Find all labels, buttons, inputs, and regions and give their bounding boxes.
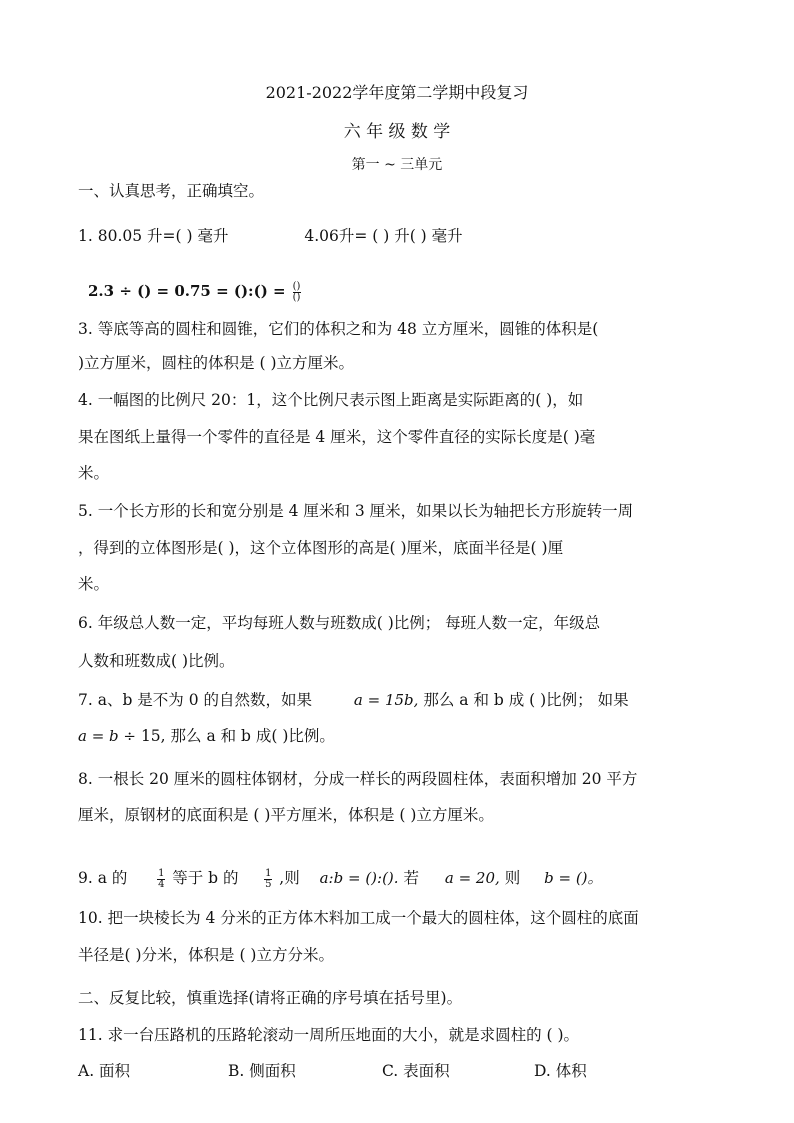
question-9-part-c: ,则	[279, 869, 300, 887]
question-8-line-1: 8. 一根长 20 厘米的圆柱体钢材，分成一样长的两段圆柱体，表面积增加 20 平方	[78, 770, 638, 788]
question-2-fraction	[293, 282, 301, 303]
question-9-equation-b: b = ()。	[544, 869, 603, 887]
question-7-line-1	[78, 690, 629, 710]
question-2-numerator: ()	[292, 280, 301, 292]
question-9-part-b: 等于 b 的	[172, 869, 239, 887]
question-4-line-3: 米。	[78, 464, 110, 482]
question-10-line-2: 半径是( )分米，体积是 ( )立方分米。	[78, 946, 334, 964]
question-7-equation-1: a = 15b,	[353, 691, 419, 709]
question-5-line-2: ，得到的立体图形是( )，这个立体图形的高是( )厘米，底面半径是( )厘	[78, 539, 564, 557]
option-a: A. 面积	[78, 1062, 131, 1080]
units-subtitle: 第一 ~ 三单元	[351, 157, 443, 173]
question-3-line-2: )立方厘米，圆柱的体积是 ( )立方厘米。	[78, 354, 354, 372]
question-10-line-1: 10. 把一块棱长为 4 分米的正方体木料加工成一个最大的圆柱体，这个圆柱的底面	[78, 909, 639, 927]
question-3-line-1: 3. 等底等高的圆柱和圆锥，它们的体积之和为 48 立方厘米，圆锥的体积是(	[78, 320, 599, 338]
question-1	[78, 226, 463, 246]
question-8-line-2: 厘米，原钢材的底面积是 ( )平方厘米，体积是 ( )立方厘米。	[78, 806, 494, 824]
section2-heading: 二、反复比较，慎重选择(请将正确的序号填在括号里)。	[78, 989, 463, 1007]
question-9-part-a: 9. a 的	[78, 869, 128, 887]
question-11: 11. 求一台压路机的压路轮滚动一周所压地面的大小，就是求圆柱的 ( )。	[78, 1026, 580, 1044]
question-9-part-d: 若	[403, 869, 419, 887]
question-4-line-2: 果在图纸上量得一个零件的直径是 4 厘米，这个零件直径的实际长度是( )毫	[78, 428, 596, 446]
question-9	[78, 864, 603, 892]
question-1b: 4.06升= ( ) 升( ) 毫升	[304, 227, 463, 245]
question-9-fraction-1-denominator: 4	[158, 878, 165, 890]
question-7-clause-2: 15, 那么 a 和 b 成( )比例。	[140, 727, 335, 745]
question-5-line-1: 5. 一个长方形的长和宽分别是 4 厘米和 3 厘米，如果以长为轴把长方形旋转一周	[78, 502, 634, 520]
question-6-line-2: 人数和班数成( )比例。	[78, 652, 235, 670]
question-5-line-3: 米。	[78, 575, 110, 593]
question-9-fraction-2	[264, 869, 272, 890]
question-2	[88, 281, 303, 303]
question-9-ratio: a:b = ():().	[319, 869, 399, 887]
section1-heading: 一、认真思考，正确填空。	[78, 182, 265, 200]
question-7-equation-2: a = b ÷	[78, 727, 136, 745]
question-9-fraction-1-numerator: 1	[158, 867, 165, 879]
option-b: B. 侧面积	[228, 1062, 296, 1080]
question-9-fraction-2-numerator: 1	[265, 867, 272, 879]
question-1a: 1. 80.05 升=( ) 毫升	[78, 227, 229, 245]
question-7-line-2	[78, 726, 335, 746]
option-d: D. 体积	[534, 1062, 587, 1080]
option-c: C. 表面积	[382, 1062, 450, 1080]
question-9-fraction-1	[157, 869, 165, 890]
question-9-fraction-2-denominator: 5	[265, 878, 272, 890]
question-2-expression: 2.3 ÷ () = 0.75 = ():() =	[88, 282, 286, 300]
question-9-part-e: 则	[504, 869, 521, 887]
question-2-denominator: ()	[292, 291, 301, 303]
question-7-intro: 7. a、b 是不为 0 的自然数，如果	[78, 691, 313, 709]
question-6-line-1: 6. 年级总人数一定，平均每班人数与班数成( )比例； 每班人数一定，年级总	[78, 614, 601, 632]
question-4-line-1: 4. 一幅图的比例尺 20：1，这个比例尺表示图上距离是实际距离的( )，如	[78, 391, 584, 409]
question-9-equation-a: a = 20,	[444, 869, 500, 887]
subject-title: 六 年 级 数 学	[343, 122, 451, 142]
question-7-clause-1: 那么 a 和 b 成 ( )比例； 如果	[423, 691, 629, 709]
worksheet-title: 2021-2022学年度第二学期中段复习	[265, 83, 529, 102]
